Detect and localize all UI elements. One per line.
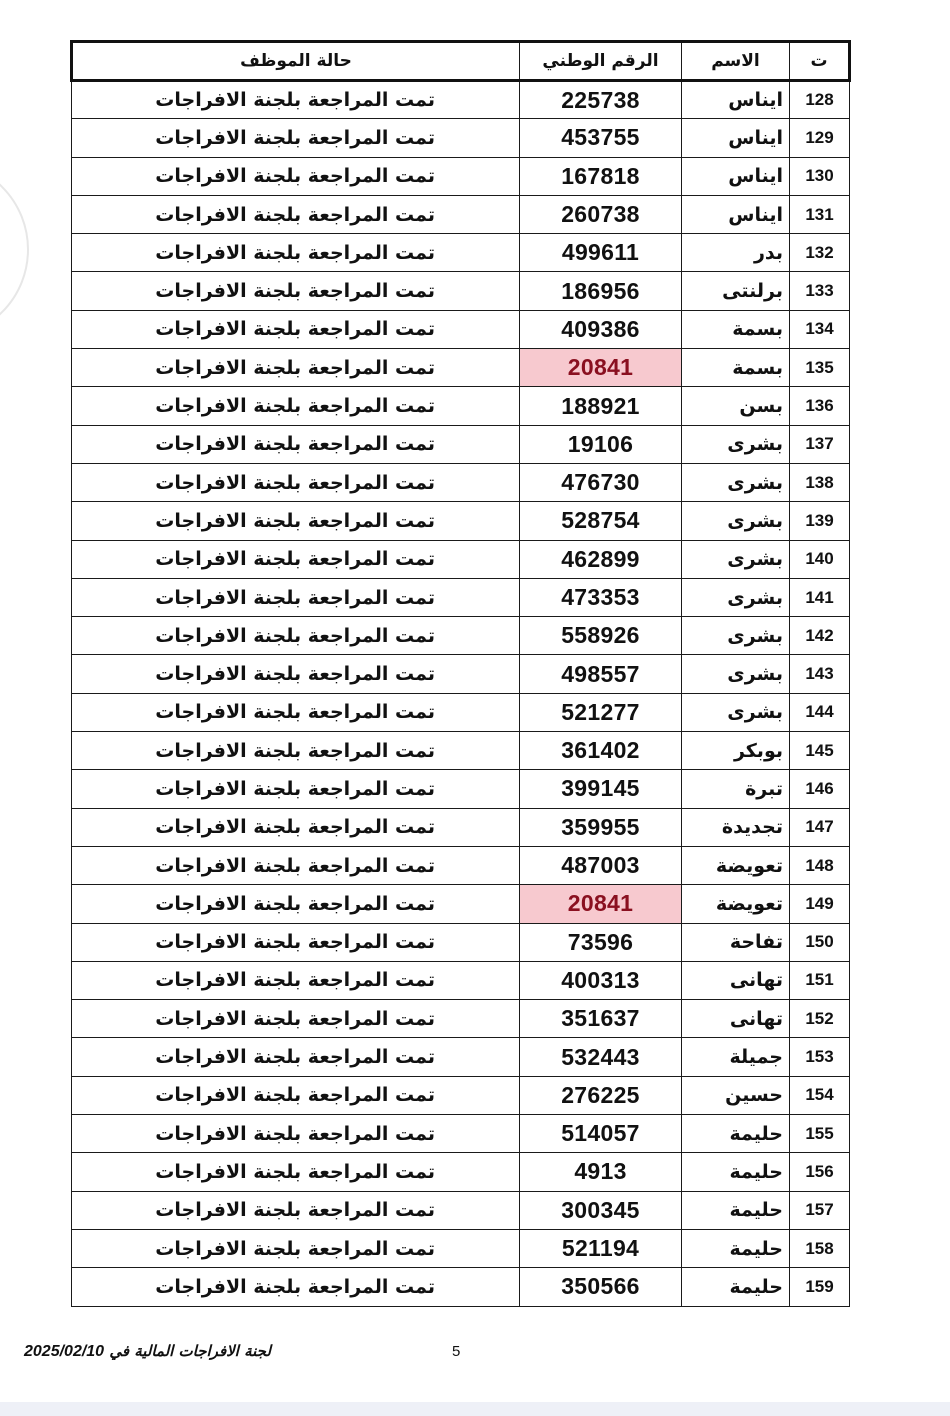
row-national-id: 400313: [520, 961, 682, 999]
row-name: تجديدة: [682, 808, 790, 846]
row-serial-number: 132: [790, 234, 850, 272]
row-serial-number: 157: [790, 1191, 850, 1229]
table-row: [72, 195, 850, 233]
row-employee-status: تمت المراجعة بلجنة الافراجات: [72, 1000, 520, 1038]
row-name: بشرى: [682, 540, 790, 578]
row-name: تبرة: [682, 770, 790, 808]
row-employee-status: تمت المراجعة بلجنة الافراجات: [72, 1076, 520, 1114]
table-row: [72, 387, 850, 425]
row-serial-number: 142: [790, 617, 850, 655]
table-row: [72, 1153, 850, 1191]
row-national-id: 276225: [520, 1076, 682, 1114]
row-name: بشرى: [682, 463, 790, 501]
table-row: [72, 540, 850, 578]
row-national-id: 521277: [520, 693, 682, 731]
row-serial-number: 145: [790, 732, 850, 770]
row-name: تعويضة: [682, 885, 790, 923]
row-name: بشرى: [682, 617, 790, 655]
header-employee-status: حالة الموظف: [72, 42, 520, 81]
row-employee-status: تمت المراجعة بلجنة الافراجات: [72, 655, 520, 693]
table-row: [72, 1268, 850, 1306]
row-name: ايناس: [682, 157, 790, 195]
row-national-id: 225738: [520, 81, 682, 119]
employee-status-table: [70, 40, 851, 1307]
table-row: [72, 234, 850, 272]
row-national-id: 188921: [520, 387, 682, 425]
row-national-id: 521194: [520, 1229, 682, 1267]
table-row: [72, 157, 850, 195]
row-employee-status: تمت المراجعة بلجنة الافراجات: [72, 195, 520, 233]
row-name: بدر: [682, 234, 790, 272]
row-employee-status: تمت المراجعة بلجنة الافراجات: [72, 693, 520, 731]
row-national-id: 532443: [520, 1038, 682, 1076]
table-row: [72, 693, 850, 731]
row-serial-number: 128: [790, 81, 850, 119]
table-row: [72, 770, 850, 808]
row-employee-status: تمت المراجعة بلجنة الافراجات: [72, 81, 520, 119]
row-name: جميلة: [682, 1038, 790, 1076]
row-serial-number: 152: [790, 1000, 850, 1038]
row-name: بشرى: [682, 693, 790, 731]
bottom-band: [0, 1402, 950, 1416]
row-national-id: 73596: [520, 923, 682, 961]
table-row: [72, 923, 850, 961]
row-employee-status: تمت المراجعة بلجنة الافراجات: [72, 578, 520, 616]
row-serial-number: 156: [790, 1153, 850, 1191]
page-number: 5: [452, 1343, 461, 1360]
row-employee-status: تمت المراجعة بلجنة الافراجات: [72, 808, 520, 846]
row-serial-number: 138: [790, 463, 850, 501]
row-national-id: 499611: [520, 234, 682, 272]
table-row: [72, 655, 850, 693]
row-serial-number: 136: [790, 387, 850, 425]
row-name: حليمة: [682, 1153, 790, 1191]
page-edge-shadow: [0, 160, 29, 339]
row-employee-status: تمت المراجعة بلجنة الافراجات: [72, 540, 520, 578]
row-national-id: 19106: [520, 425, 682, 463]
header-serial-number: ت: [790, 42, 850, 81]
row-employee-status: تمت المراجعة بلجنة الافراجات: [72, 885, 520, 923]
row-national-id: 300345: [520, 1191, 682, 1229]
row-employee-status: تمت المراجعة بلجنة الافراجات: [72, 272, 520, 310]
row-national-id: 453755: [520, 119, 682, 157]
table-row: [72, 310, 850, 348]
row-serial-number: 149: [790, 885, 850, 923]
row-serial-number: 158: [790, 1229, 850, 1267]
table-row: [72, 425, 850, 463]
row-employee-status: تمت المراجعة بلجنة الافراجات: [72, 463, 520, 501]
row-employee-status: تمت المراجعة بلجنة الافراجات: [72, 1229, 520, 1267]
row-national-id: 350566: [520, 1268, 682, 1306]
row-national-id: 476730: [520, 463, 682, 501]
row-name: بشرى: [682, 655, 790, 693]
row-name: ايناس: [682, 195, 790, 233]
header-name: الاسم: [682, 42, 790, 81]
row-national-id: 487003: [520, 846, 682, 884]
row-employee-status: تمت المراجعة بلجنة الافراجات: [72, 1038, 520, 1076]
row-name: بسن: [682, 387, 790, 425]
row-serial-number: 144: [790, 693, 850, 731]
row-national-id: 186956: [520, 272, 682, 310]
table-header: [72, 42, 850, 81]
table-row: [72, 502, 850, 540]
table-row: [72, 846, 850, 884]
row-serial-number: 143: [790, 655, 850, 693]
row-national-id: 351637: [520, 1000, 682, 1038]
footer-committee-text: لجنة الافراجات المالية في: [109, 1342, 271, 1360]
row-serial-number: 151: [790, 961, 850, 999]
table-row: [72, 578, 850, 616]
header-row: [72, 42, 850, 81]
row-national-id-flagged: 20841: [520, 885, 682, 923]
row-employee-status: تمت المراجعة بلجنة الافراجات: [72, 1153, 520, 1191]
row-national-id: 399145: [520, 770, 682, 808]
row-employee-status: تمت المراجعة بلجنة الافراجات: [72, 770, 520, 808]
row-name: بشرى: [682, 502, 790, 540]
row-national-id: 473353: [520, 578, 682, 616]
row-name: حليمة: [682, 1229, 790, 1267]
table-row: [72, 1229, 850, 1267]
row-serial-number: 137: [790, 425, 850, 463]
row-name: حسين: [682, 1076, 790, 1114]
row-national-id: 462899: [520, 540, 682, 578]
row-employee-status: تمت المراجعة بلجنة الافراجات: [72, 310, 520, 348]
row-national-id: 558926: [520, 617, 682, 655]
row-employee-status: تمت المراجعة بلجنة الافراجات: [72, 1191, 520, 1229]
row-name: تهانى: [682, 1000, 790, 1038]
row-serial-number: 159: [790, 1268, 850, 1306]
row-serial-number: 140: [790, 540, 850, 578]
table-row: [72, 1038, 850, 1076]
row-employee-status: تمت المراجعة بلجنة الافراجات: [72, 923, 520, 961]
row-name: ايناس: [682, 119, 790, 157]
table-row: [72, 349, 850, 387]
row-employee-status: تمت المراجعة بلجنة الافراجات: [72, 502, 520, 540]
table-row: [72, 732, 850, 770]
row-national-id: 409386: [520, 310, 682, 348]
row-serial-number: 133: [790, 272, 850, 310]
table-row: [72, 885, 850, 923]
row-serial-number: 155: [790, 1115, 850, 1153]
table-row: [72, 119, 850, 157]
row-national-id: 514057: [520, 1115, 682, 1153]
row-name: تفاحة: [682, 923, 790, 961]
table-row: [72, 1000, 850, 1038]
row-employee-status: تمت المراجعة بلجنة الافراجات: [72, 617, 520, 655]
row-name: بشرى: [682, 425, 790, 463]
row-employee-status: تمت المراجعة بلجنة الافراجات: [72, 1115, 520, 1153]
row-national-id: 260738: [520, 195, 682, 233]
table-row: [72, 272, 850, 310]
row-employee-status: تمت المراجعة بلجنة الافراجات: [72, 732, 520, 770]
row-national-id-flagged: 20841: [520, 349, 682, 387]
row-name: بسمة: [682, 349, 790, 387]
row-serial-number: 146: [790, 770, 850, 808]
row-serial-number: 148: [790, 846, 850, 884]
row-serial-number: 147: [790, 808, 850, 846]
row-employee-status: تمت المراجعة بلجنة الافراجات: [72, 349, 520, 387]
row-serial-number: 130: [790, 157, 850, 195]
row-name: حليمة: [682, 1268, 790, 1306]
header-national-id: الرقم الوطني: [520, 42, 682, 81]
row-employee-status: تمت المراجعة بلجنة الافراجات: [72, 1268, 520, 1306]
row-serial-number: 129: [790, 119, 850, 157]
row-serial-number: 135: [790, 349, 850, 387]
row-serial-number: 154: [790, 1076, 850, 1114]
row-serial-number: 153: [790, 1038, 850, 1076]
row-national-id: 167818: [520, 157, 682, 195]
table-body: [72, 81, 850, 1307]
row-employee-status: تمت المراجعة بلجنة الافراجات: [72, 846, 520, 884]
row-name: بشرى: [682, 578, 790, 616]
table-row: [72, 617, 850, 655]
row-name: بسمة: [682, 310, 790, 348]
row-serial-number: 131: [790, 195, 850, 233]
row-serial-number: 139: [790, 502, 850, 540]
table-row: [72, 808, 850, 846]
row-name: برلنتى: [682, 272, 790, 310]
footer-committee-label: [24, 1342, 271, 1361]
row-employee-status: تمت المراجعة بلجنة الافراجات: [72, 961, 520, 999]
row-name: تهانى: [682, 961, 790, 999]
footer-date: 2025/02/10: [24, 1343, 105, 1360]
row-employee-status: تمت المراجعة بلجنة الافراجات: [72, 119, 520, 157]
row-name: حليمة: [682, 1115, 790, 1153]
table-row: [72, 961, 850, 999]
table-row: [72, 1076, 850, 1114]
row-name: بوبكر: [682, 732, 790, 770]
row-serial-number: 134: [790, 310, 850, 348]
table-row: [72, 81, 850, 119]
table-row: [72, 463, 850, 501]
row-national-id: 361402: [520, 732, 682, 770]
row-employee-status: تمت المراجعة بلجنة الافراجات: [72, 234, 520, 272]
row-national-id: 359955: [520, 808, 682, 846]
row-employee-status: تمت المراجعة بلجنة الافراجات: [72, 157, 520, 195]
row-name: ايناس: [682, 81, 790, 119]
row-employee-status: تمت المراجعة بلجنة الافراجات: [72, 387, 520, 425]
row-national-id: 528754: [520, 502, 682, 540]
row-name: حليمة: [682, 1191, 790, 1229]
row-national-id: 4913: [520, 1153, 682, 1191]
row-national-id: 498557: [520, 655, 682, 693]
table-row: [72, 1115, 850, 1153]
table-row: [72, 1191, 850, 1229]
row-name: تعويضة: [682, 846, 790, 884]
row-employee-status: تمت المراجعة بلجنة الافراجات: [72, 425, 520, 463]
row-serial-number: 150: [790, 923, 850, 961]
row-serial-number: 141: [790, 578, 850, 616]
